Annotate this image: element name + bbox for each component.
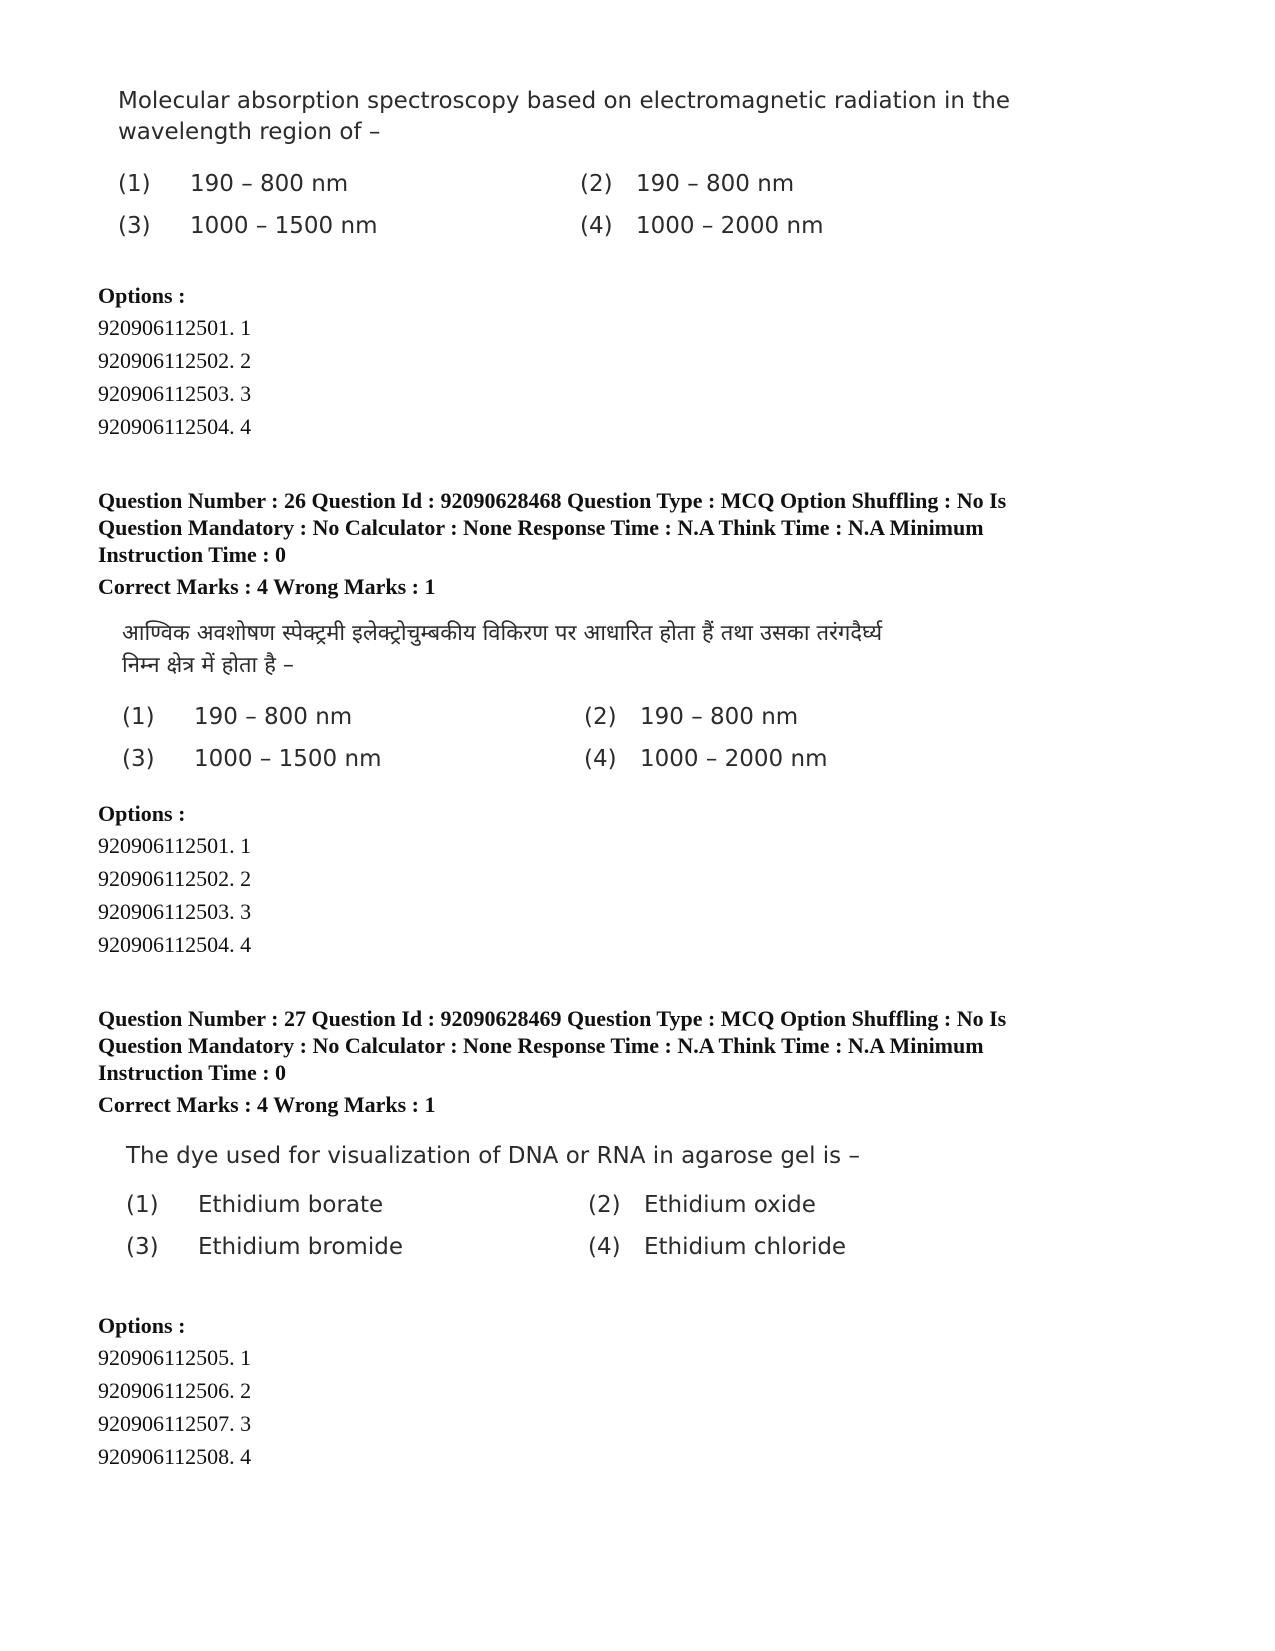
question-stem-line: आण्विक अवशोषण स्पेक्ट्रमी इलेक्ट्रोचुम्बकीय विकिरण पर आधारित होता हैं तथा उसका तरंगदैर्घ्य [122, 621, 883, 646]
question-26-image [122, 618, 1022, 778]
choice-text: 190 – 800 nm [190, 171, 349, 197]
choice-number: (2) [584, 704, 617, 730]
choice-number: (4) [588, 1234, 621, 1260]
choice-text: 1000 – 1500 nm [194, 746, 382, 772]
question-27-image [126, 1140, 1026, 1270]
options-label: Options : [98, 283, 186, 308]
choice-text: 1000 – 2000 nm [640, 746, 828, 772]
question-meta-line: Question Mandatory : No Calculator : None Response Time : N.A Think Time : N.A Minimum [98, 1033, 984, 1058]
choice-text: Ethidium chloride [644, 1234, 847, 1260]
choice-text: 1000 – 1500 nm [190, 213, 378, 239]
choice-number: (1) [122, 704, 155, 730]
choice-text: Ethidium bromide [198, 1234, 403, 1260]
question-meta-line: Question Number : 26 Question Id : 92090628468 Question Type : MCQ Option Shuffling : No Is [98, 488, 1007, 513]
option-id: 920906112501. 1 [98, 315, 252, 340]
marks-line: Correct Marks : 4 Wrong Marks : 1 [98, 1092, 436, 1117]
choice-number: (2) [588, 1192, 621, 1218]
choice-number: (3) [122, 746, 155, 772]
choice-4 [584, 744, 827, 774]
choice-3 [122, 744, 381, 774]
choice-3 [118, 211, 377, 241]
question-stem-line: Molecular absorption spectroscopy based on electromagnetic radiation in the [118, 88, 1011, 114]
choice-number: (1) [126, 1192, 159, 1218]
option-id: 920906112503. 3 [98, 381, 252, 406]
options-label: Options : [98, 801, 186, 826]
option-id: 920906112504. 4 [98, 414, 252, 439]
choice-2 [580, 169, 794, 199]
choice-number: (3) [126, 1234, 159, 1260]
choice-number: (3) [118, 213, 151, 239]
question-meta-line: Question Mandatory : No Calculator : None Response Time : N.A Think Time : N.A Minimum [98, 515, 984, 540]
choice-3 [126, 1232, 403, 1262]
option-id: 920906112502. 2 [98, 348, 252, 373]
choice-number: (4) [580, 213, 613, 239]
option-id: 920906112506. 2 [98, 1378, 252, 1403]
question-stem-line: wavelength region of – [118, 119, 381, 145]
choice-number: (1) [118, 171, 151, 197]
choice-text: 1000 – 2000 nm [636, 213, 824, 239]
choice-1 [126, 1190, 383, 1220]
choice-text: 190 – 800 nm [194, 704, 353, 730]
choice-4 [580, 211, 823, 241]
choice-4 [588, 1232, 846, 1262]
question-meta-line: Instruction Time : 0 [98, 542, 287, 567]
choice-text: 190 – 800 nm [640, 704, 799, 730]
choice-number: (2) [580, 171, 613, 197]
question-stem-line: The dye used for visualization of DNA or RNA in agarose gel is – [126, 1143, 860, 1169]
option-id: 920906112504. 4 [98, 932, 252, 957]
question-stem-line: निम्न क्षेत्र में होता है – [122, 653, 294, 678]
option-id: 920906112502. 2 [98, 866, 252, 891]
option-id: 920906112508. 4 [98, 1444, 252, 1469]
question-meta-line: Question Number : 27 Question Id : 92090628469 Question Type : MCQ Option Shuffling : No Is [98, 1006, 1007, 1031]
marks-line: Correct Marks : 4 Wrong Marks : 1 [98, 574, 436, 599]
choice-number: (4) [584, 746, 617, 772]
choice-1 [122, 702, 352, 732]
question-meta-line: Instruction Time : 0 [98, 1060, 287, 1085]
choice-1 [118, 169, 348, 199]
choice-text: 190 – 800 nm [636, 171, 795, 197]
options-label: Options : [98, 1313, 186, 1338]
option-id: 920906112505. 1 [98, 1345, 252, 1370]
option-id: 920906112503. 3 [98, 899, 252, 924]
choice-text: Ethidium borate [198, 1192, 384, 1218]
option-id: 920906112501. 1 [98, 833, 252, 858]
choice-text: Ethidium oxide [644, 1192, 816, 1218]
choice-2 [584, 702, 798, 732]
choice-2 [588, 1190, 816, 1220]
option-id: 920906112507. 3 [98, 1411, 252, 1436]
question-25-image [118, 85, 1018, 255]
